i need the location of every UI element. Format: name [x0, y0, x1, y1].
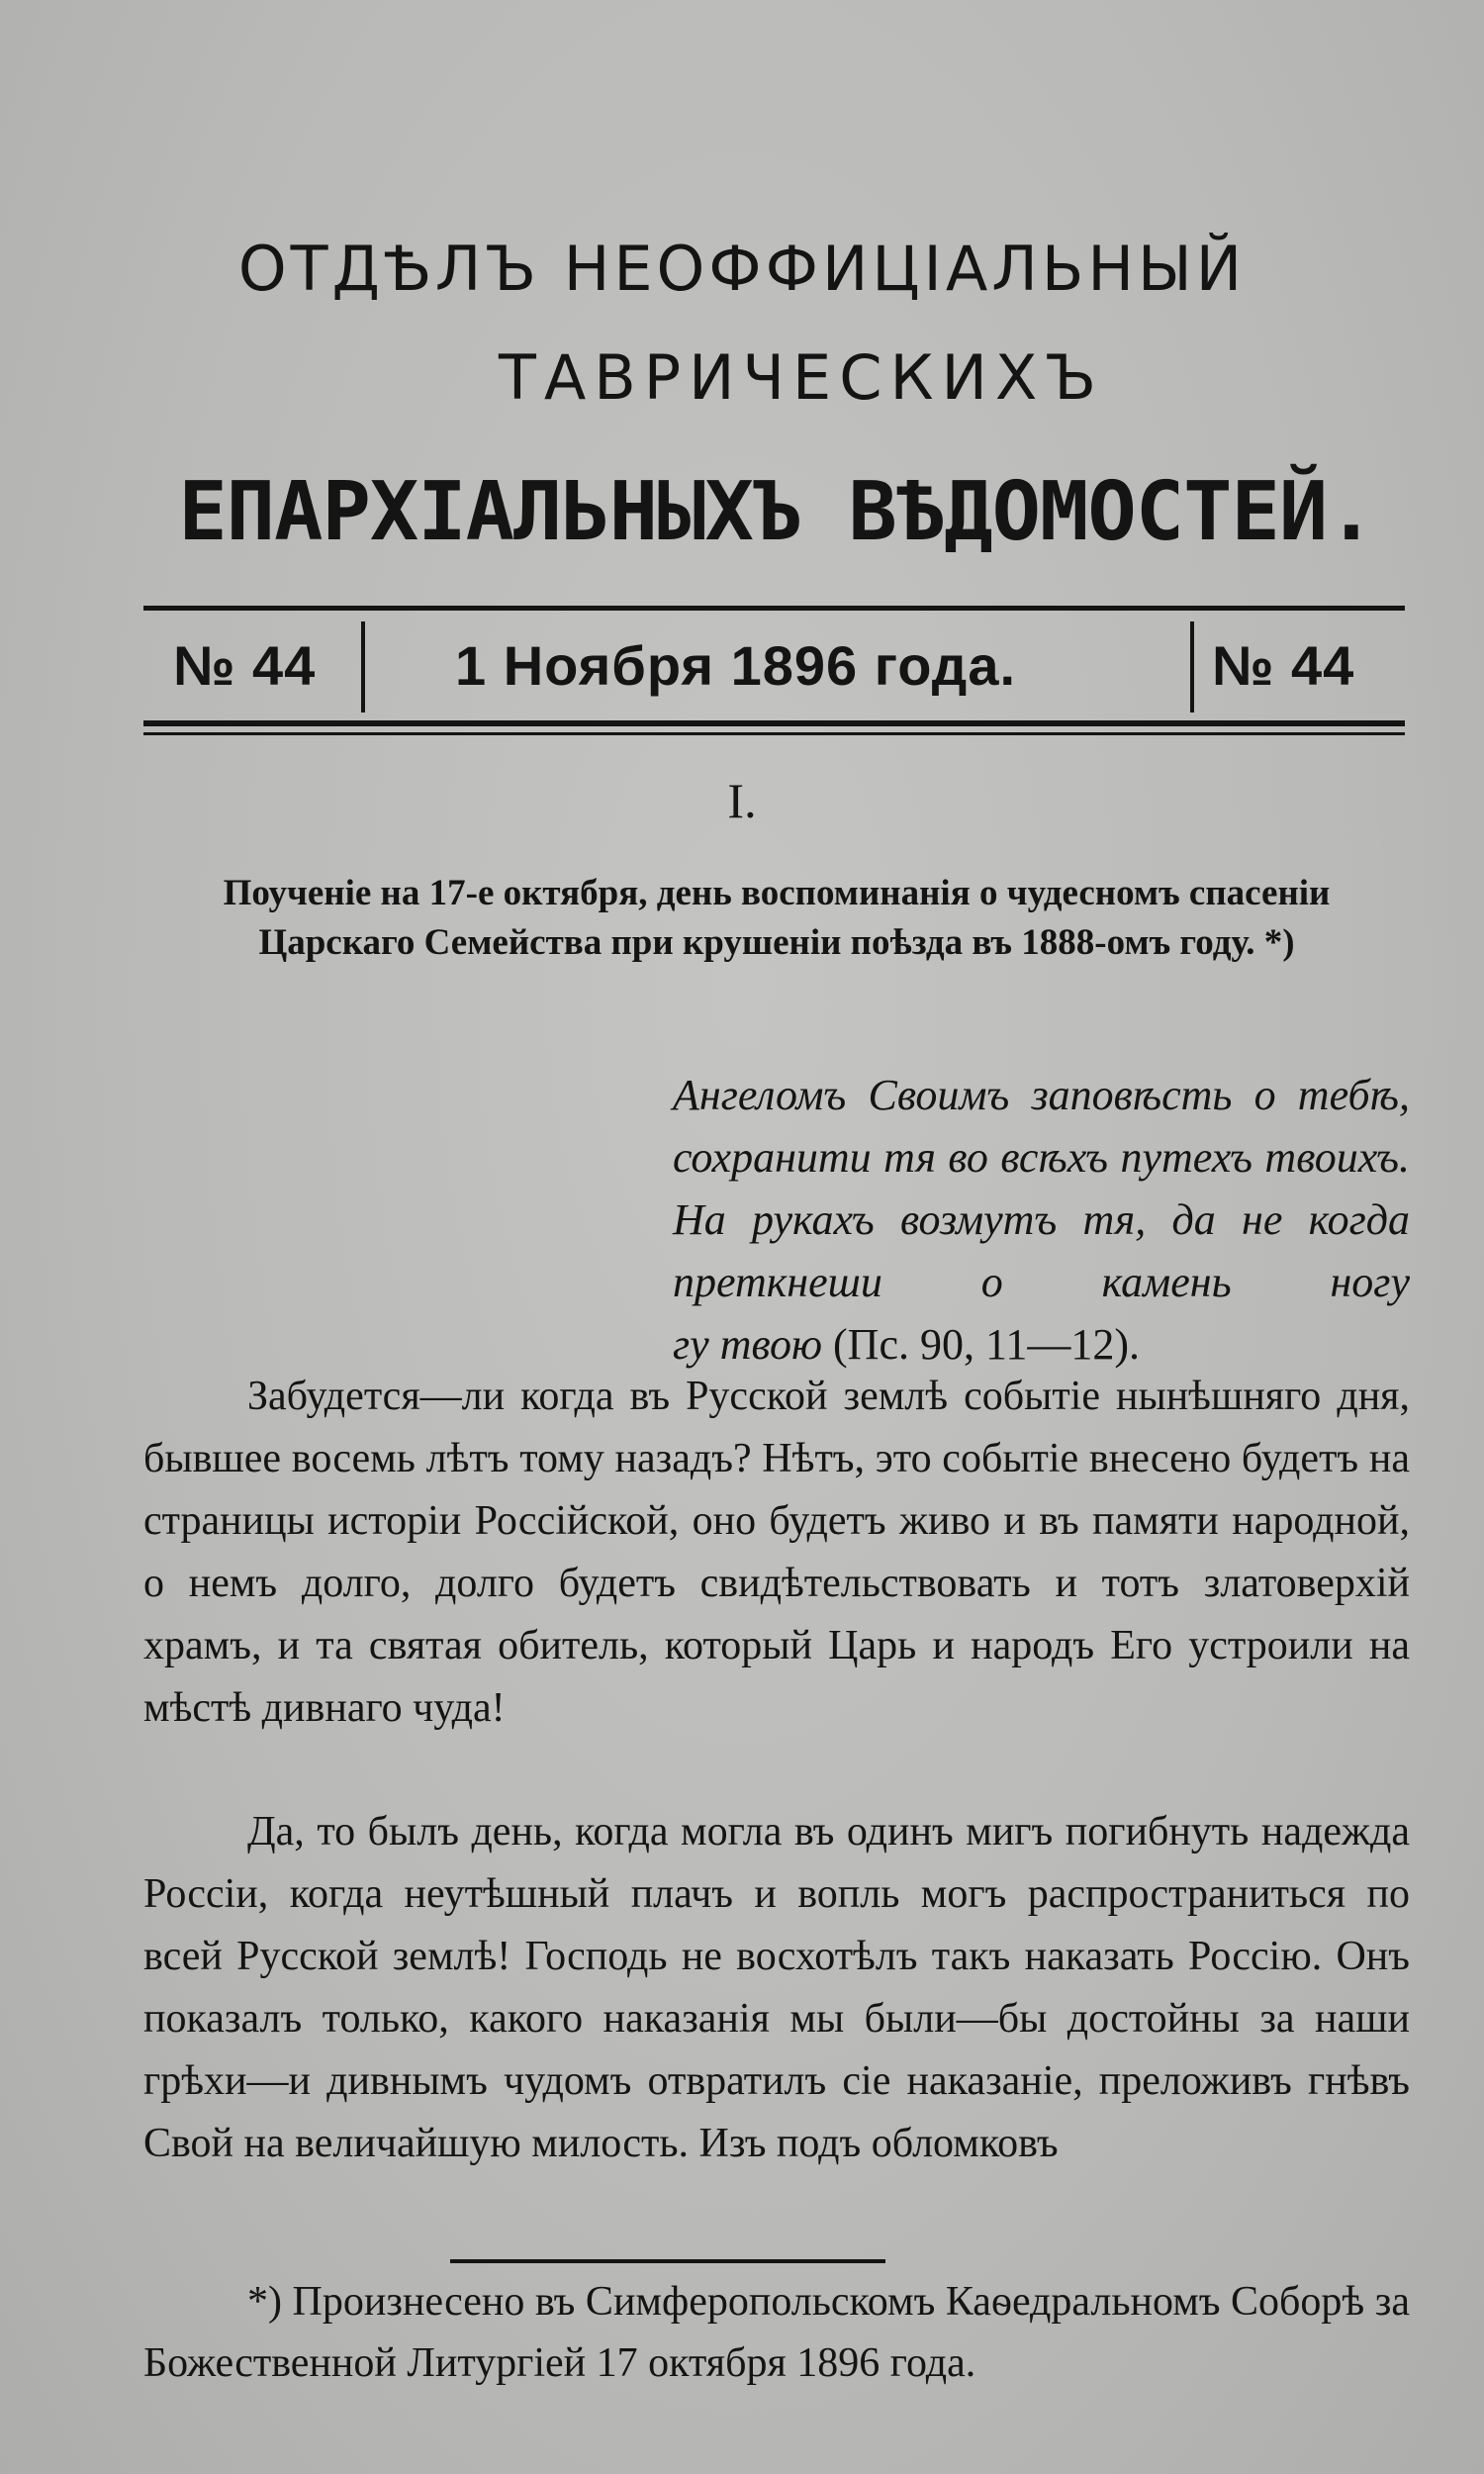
body-paragraph-1: Забудется—ли когда въ Русской землѣ событіе нынѣшняго дня, бывшее восемь лѣтъ тому назадъ? Нѣтъ, это событіе внесено будетъ на страницы исторіи Россійской, оно будетъ живо и въ памяти народной, о немъ долго, долго будетъ свидѣтельствовать и тотъ златоверхій храмъ, и та святая обитель, который Царь и народъ Его устроили на мѣстѣ дивнаго чуда!: [143, 1374, 1410, 1731]
footnote-rule: [450, 2259, 885, 2263]
sermon-title: Поученіе на 17-е октября, день воспоминанія о чудесномъ спасеніи Царскаго Семейства при крушеніи поѣзда въ 1888-омъ году. *): [223, 873, 1331, 963]
masthead-bottom-rule-thick: [143, 720, 1405, 726]
masthead-line-region: ТАВРИЧЕСКИХЪ: [498, 341, 1105, 414]
section-numeral: I.: [727, 773, 757, 828]
body-paragraph-2: Да, то былъ день, когда могла въ одинъ мигъ погибнуть надежда Россіи, когда неутѣшный плачъ и вопль могъ распространиться по всей Русской землѣ! Господь не восхотѣлъ такъ наказать Россію. Онъ показалъ только, какого наказанія мы были—бы достойны за наши грѣхи—и дивнымъ чудомъ отвратилъ сіе наказаніе, преложивъ гнѣвъ Свой на величайшую милость. Изъ подъ обломковъ: [143, 1809, 1410, 2166]
masthead-line-publication: ЕПАРХІАЛЬНЫХЪ ВѢДОМОСТЕЙ.: [178, 465, 1375, 559]
masthead-line-department: ОТДѢЛЪ НЕОФФИЦІАЛЬНЫЙ: [237, 233, 1247, 305]
epigraph-tail: гу твою: [673, 1320, 823, 1369]
issue-number-left: № 44: [173, 634, 317, 697]
masthead-top-rule: [143, 606, 1405, 611]
epigraph-reference: (Пс. 90, 11—12).: [822, 1320, 1140, 1369]
epigraph-text: Ангеломъ Своимъ заповѣсть о тебѣ, сохранити тя во всѣхъ путехъ твоихъ. На рукахъ возмутъ тя, да не когда преткнеши о камень ногу: [673, 1071, 1410, 1306]
issue-number-right: № 44: [1212, 634, 1355, 697]
footnote: *) Произнесено въ Симферопольскомъ Каѳедральномъ Соборѣ за Божественной Литургіей 17 октября 1896 года.: [143, 2279, 1410, 2386]
issue-divider-right: [1190, 621, 1194, 713]
masthead-bottom-rule-thin: [143, 732, 1405, 735]
issue-divider-left: [361, 621, 365, 713]
issue-date: 1 Ноября 1896 года.: [455, 634, 1017, 697]
